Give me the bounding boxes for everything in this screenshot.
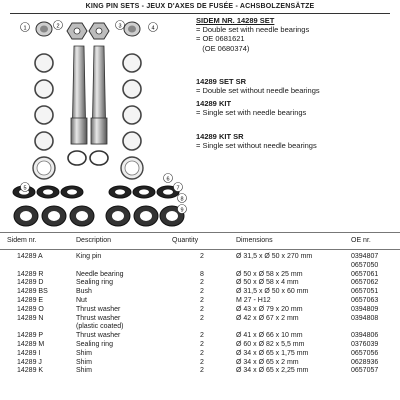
cell-dimensions: Ø 34 x Ø 65 x 1,75 mm <box>236 349 309 357</box>
cell-dimensions: Ø 60 x Ø 82 x 5,5 mm <box>236 341 305 348</box>
cell-quantity: 2 <box>200 253 204 260</box>
callout-number: 9 <box>180 207 184 214</box>
cell-dimensions: Ø 50 x Ø 58 x 25 mm <box>236 270 303 278</box>
cell-sidem-nr: 14289 BS <box>17 288 48 296</box>
cell-dimensions: Ø 34 x Ø 65 x 2,25 mm <box>236 367 309 375</box>
kit-block <box>196 77 396 95</box>
cell-description: Sealing ring <box>76 341 113 348</box>
cell-dimensions: M 27 - H12 <box>236 297 271 304</box>
kit-block <box>196 16 396 53</box>
cell-description: Thrust washer <box>76 305 121 313</box>
kit-description-line: = Double set with needle bearings <box>196 25 310 35</box>
cell-quantity: 2 <box>200 305 204 313</box>
cell-sidem-nr: 14289 K <box>17 367 44 375</box>
cell-sidem-nr: 14289 N <box>17 314 44 322</box>
cell-oe-nr: 0394809 <box>351 305 379 313</box>
cell-description: Bush <box>76 288 92 296</box>
sealing-ring-left <box>68 151 86 165</box>
cell-description: Shim <box>76 358 92 366</box>
cell-oe-nr: 0657063 <box>351 297 379 304</box>
page-header: KING PIN SETS - JEUX D'AXES DE FUSÉE - ACHSBOLZENSÄTZE <box>85 3 315 10</box>
cell-quantity: 2 <box>200 288 204 296</box>
table-row <box>0 271 400 280</box>
col-header-sidem: Sidem nr. <box>7 237 37 244</box>
cell-dimensions: Ø 31,5 x Ø 50 x 270 mm <box>236 253 313 260</box>
table-row <box>0 288 400 297</box>
kit-description-line: = OE 0681621 <box>196 34 245 44</box>
table-row <box>0 297 400 306</box>
cell-oe-nr: 0657057 <box>351 367 379 375</box>
cell-oe-nr: 0657062 <box>351 279 379 287</box>
callout-number: 6 <box>166 176 170 183</box>
cell-oe-nr: 0394806 <box>351 332 379 340</box>
kit-block <box>196 132 396 150</box>
cell-dimensions: Ø 42 x Ø 67 x 2 mm <box>236 314 299 322</box>
table-row <box>0 332 400 341</box>
cell-sidem-nr: 14289 M <box>17 341 45 348</box>
needle-bearings-left <box>35 54 53 150</box>
col-header-description: Description <box>76 237 112 244</box>
parts-illustration <box>8 16 194 228</box>
cell-oe-nr: 0657061 <box>351 270 379 278</box>
table-row <box>0 367 400 376</box>
cell-sidem-nr: 14289 D <box>17 279 44 287</box>
cell-sidem-nr: 14289 P <box>17 332 44 340</box>
callout-number: 5 <box>23 185 27 192</box>
cell-quantity: 2 <box>200 314 204 322</box>
kit-title: 14289 KIT SR <box>196 132 244 141</box>
table-top-rule <box>0 232 400 233</box>
cell-description: Sealing ring <box>76 279 113 287</box>
cell-sidem-nr: 14289 E <box>17 297 44 304</box>
cell-description: Nut <box>76 297 87 304</box>
cell-oe-nr: 0657056 <box>351 349 379 357</box>
kit-description-line: = Single set without needle bearings <box>196 141 317 151</box>
callout-number: 8 <box>180 196 184 203</box>
kit-description-line: = Double set without needle bearings <box>196 86 320 96</box>
table-header-rule <box>0 249 400 250</box>
table-row <box>0 314 400 331</box>
cell-quantity: 2 <box>200 341 204 348</box>
col-header-quantity: Quantity <box>172 237 199 244</box>
kit-block <box>196 99 396 117</box>
cell-description: Needle bearing <box>76 270 124 278</box>
cell-quantity: 2 <box>200 279 204 287</box>
cell-sidem-nr: 14289 O <box>17 305 44 313</box>
cell-sidem-nr: 14289 I <box>17 349 41 357</box>
header-divider <box>10 13 390 14</box>
table-row <box>0 279 400 288</box>
cell-sidem-nr: 14289 J <box>17 358 42 366</box>
table-row <box>0 359 400 368</box>
cell-dimensions: Ø 31,5 x Ø 50 x 60 mm <box>236 288 309 296</box>
kit-title: SIDEM NR. 14289 SET <box>196 16 275 25</box>
cell-oe-nr: 0394808 <box>351 314 379 322</box>
cap-left-inner <box>40 26 48 33</box>
cell-oe-nr: 0657051 <box>351 288 379 296</box>
table-row <box>0 253 400 269</box>
needle-bearings-right <box>123 54 141 150</box>
cell-description: (plastic coated) <box>76 323 124 331</box>
cell-sidem-nr: 14289 A <box>17 253 43 260</box>
callout-number: 4 <box>151 25 155 32</box>
table-row <box>0 306 400 315</box>
cell-quantity: 2 <box>200 367 204 375</box>
col-header-dimensions: Dimensions <box>236 237 273 244</box>
kit-title: 14289 KIT <box>196 99 232 108</box>
callout-number: 2 <box>56 23 60 30</box>
cell-description: King pin <box>76 253 102 260</box>
washer-row-1 <box>13 186 179 198</box>
kit-description-line: = Single set with needle bearings <box>196 108 307 118</box>
callout-number: 3 <box>118 23 122 30</box>
cell-quantity: 2 <box>200 349 204 357</box>
sealing-ring-right <box>90 151 108 165</box>
kit-title: 14289 SET SR <box>196 77 247 86</box>
king-pin-parts-drawing <box>8 16 194 228</box>
cell-quantity: 2 <box>200 297 204 304</box>
callout-number: 1 <box>23 25 27 32</box>
cell-dimensions: Ø 41 x Ø 66 x 10 mm <box>236 332 303 340</box>
table-row <box>0 341 400 350</box>
col-header-oe: OE nr. <box>351 237 371 244</box>
cell-oe-nr: 0628936 <box>351 358 379 366</box>
cell-description: Thrust washer <box>76 332 121 340</box>
cell-description: Shim <box>76 349 92 357</box>
cell-description: Shim <box>76 367 92 375</box>
kit-description-line: (OE 0680374) <box>196 43 250 53</box>
cell-oe-nr: 0394807 <box>351 253 379 260</box>
table-row <box>0 350 400 359</box>
washer-row-2 <box>14 206 184 226</box>
cell-oe-nr: 0657050 <box>351 261 379 269</box>
cell-dimensions: Ø 34 x Ø 65 x 2 mm <box>236 358 299 366</box>
cell-description: Thrust washer <box>76 314 121 322</box>
cell-quantity: 2 <box>200 358 204 366</box>
cell-sidem-nr: 14289 R <box>17 270 44 278</box>
callout-number: 7 <box>176 185 180 192</box>
cell-quantity: 8 <box>200 270 204 278</box>
cell-quantity: 2 <box>200 332 204 340</box>
cell-oe-nr: 0376039 <box>351 341 379 348</box>
cell-dimensions: Ø 43 x Ø 79 x 20 mm <box>236 305 303 313</box>
cell-dimensions: Ø 50 x Ø 58 x 4 mm <box>236 279 299 287</box>
